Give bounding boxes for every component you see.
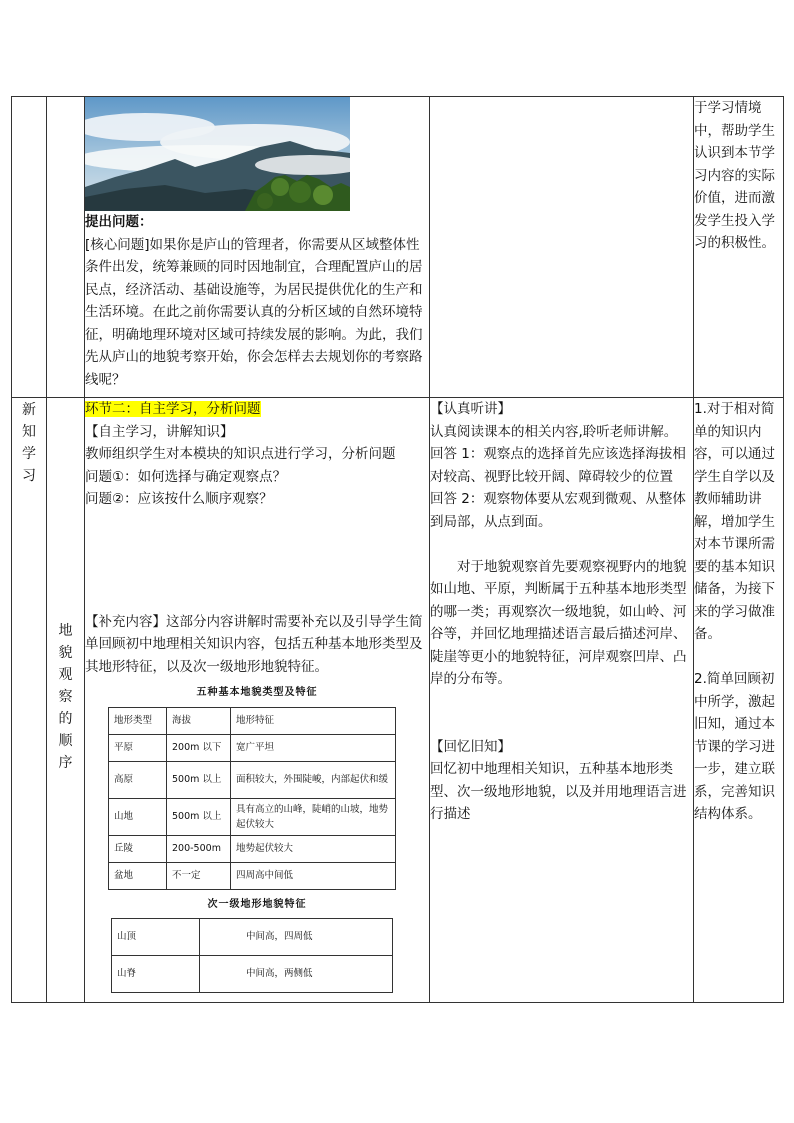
lushan-mountain-photo (85, 97, 350, 211)
design-intent-cell (694, 398, 784, 1003)
supplement-label: 【补充内容】 (85, 613, 166, 630)
table-row (12, 97, 784, 398)
table-cell: 丘陵 (109, 835, 167, 862)
design-intent-text: 于学习情境中，帮助学生认识到本节学习内容的实际价值，进而激发学生投入学习的积极性。 (694, 100, 775, 251)
design-intent-1: 1.对于相对简单的知识内容，可以通过学生自学以及教师辅助讲解，增加学生对本节课所需要的基本知识储备，为接下来的学习做准备。 (694, 401, 775, 642)
table-cell: 200m 以下 (167, 734, 231, 761)
landform-table (108, 707, 396, 890)
observation-paragraph: 对于地貌观察首先要观察视野内的地貌如山地、平原，判断属于五种基本地形类型的哪一类；再观察次一级地貌，如山岭、河谷等，并回忆地理描述语言最后描述河岸、陡崖等更小的地貌特征，河岸观察凹岸、凸岸的分布等。 (430, 558, 687, 687)
prompt-title: 提出问题： (85, 214, 153, 230)
table-cell: 不一定 (167, 862, 231, 889)
table-cell: 具有高立的山峰，陡峭的山坡，地势起伏较大 (231, 798, 396, 835)
listen-text: 认真阅读课本的相关内容,聆听老师讲解。 (430, 423, 678, 440)
table-cell: 山脊 (112, 956, 200, 993)
table-cell: 山地 (109, 798, 167, 835)
table-row (109, 835, 396, 862)
table-cell: 面积较大，外围陡峻，内部起伏和缓 (231, 761, 396, 798)
table-row (109, 761, 396, 798)
teacher-activity-cell (85, 97, 430, 398)
secondary-landform-table (111, 918, 393, 993)
intro-text: 教师组织学生对本模块的知识点进行学习，分析问题 (85, 446, 396, 462)
topic-cell (47, 97, 85, 398)
core-question: [核心问题]如果你是庐山的管理者，你需要从区域整体性条件出发，统筹兼顾的同时因地制宜，合理配置庐山的居民点，经济活动、基础设施等，为居民提供优化的生产和生活环境。在此之前你需要认真的分析区域的自然环境特征，明确地理环境对区域可持续发展的影响。为此，我们先从庐山的地貌考察开始，你会怎样去去规划你的考察路线呢？ (85, 236, 423, 388)
topic-label: 地貌观察的顺序 (58, 623, 73, 771)
table-cell: 平原 (109, 734, 167, 761)
table-cell: 高原 (109, 761, 167, 798)
teacher-activity-cell (85, 398, 430, 1003)
table-cell: 500m 以上 (167, 761, 231, 798)
table-cell: 盆地 (109, 862, 167, 889)
table-row (109, 862, 396, 889)
question-1: 问题①：如何选择与确定观察点？ (85, 468, 287, 485)
table-cell: 海拔 (167, 707, 231, 734)
table-cell: 四周高中间低 (231, 862, 396, 889)
table-row (112, 956, 393, 993)
table-row (112, 919, 393, 956)
section-heading: 环节二：自主学习，分析问题 (85, 401, 261, 417)
topic-cell (47, 398, 85, 1003)
table-cell: 地形类型 (109, 707, 167, 734)
table-row (12, 398, 784, 1003)
stage-label: 新知学习 (22, 402, 36, 484)
secondary-landform-title: 次一级地形地貌特征 (207, 898, 307, 910)
supplement-body: 这部分内容讲解时需要补充以及引导学生简单回顾初中地理相关知识内容，包括五种基本地形类型及其地形特征，以及次一级地形地貌特征。 (85, 613, 423, 675)
table-cell: 地势起伏较大 (231, 835, 396, 862)
table-cell: 地形特征 (231, 707, 396, 734)
lesson-plan-table (11, 96, 784, 1003)
table-row (109, 734, 396, 761)
sub-heading: 【自主学习，讲解知识】 (85, 423, 234, 440)
answer-1: 回答 1：观察点的选择首先应该选择海拔相对较高、视野比较开阔、障碍较少的位置 (430, 446, 686, 485)
stage-cell (12, 398, 47, 1003)
supplement-text (85, 611, 429, 679)
design-intent-2: 2.简单回顾初中所学，激起旧知，通过本节课的学习进一步，建立联系，完善知识结构体系。 (694, 671, 775, 822)
student-activity-cell (430, 97, 694, 398)
table-cell: 山顶 (112, 919, 200, 956)
design-intent-cell (694, 97, 784, 398)
table-cell: 宽广平坦 (231, 734, 396, 761)
student-activity-cell (430, 398, 694, 1003)
table-row (109, 798, 396, 835)
table-header-row (109, 707, 396, 734)
recall-text: 回忆初中地理相关知识，五种基本地形类型、次一级地形地貌，以及并用地理语言进行描述 (430, 761, 687, 822)
listen-heading: 【认真听讲】 (430, 401, 511, 417)
stage-cell (12, 97, 47, 398)
question-2: 问题②：应该按什么顺序观察？ (85, 491, 273, 507)
recall-heading: 【回忆旧知】 (430, 738, 511, 755)
table-cell: 中间高，四周低 (200, 919, 393, 956)
answer-2: 回答 2：观察物体要从宏观到微观、从整体到局部，从点到面。 (430, 491, 686, 530)
table-cell: 500m 以上 (167, 798, 231, 835)
table-cell: 200-500m (167, 835, 231, 862)
table-cell: 中间高，两侧低 (200, 956, 393, 993)
landform-table-title: 五种基本地貌类型及特征 (196, 687, 318, 698)
